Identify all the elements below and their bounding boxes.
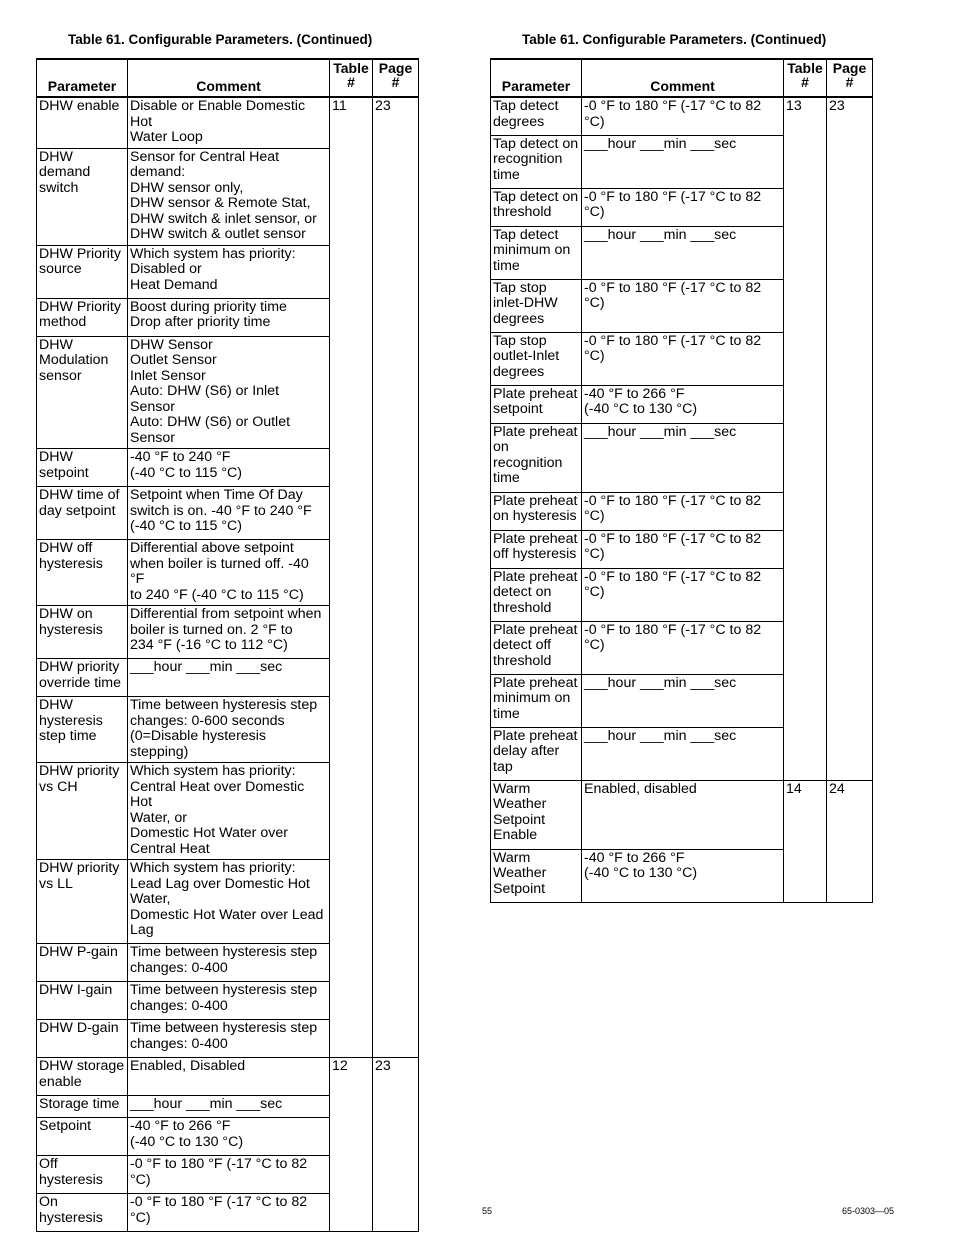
page-number-cell: 23 xyxy=(373,1058,419,1232)
header-parameter: Parameter xyxy=(491,59,582,97)
parameter-cell: Plate preheat delay after tap xyxy=(491,727,582,780)
table-row xyxy=(37,97,419,148)
header-parameter: Parameter xyxy=(37,59,128,97)
parameter-cell: DHW off hysteresis xyxy=(37,540,128,606)
parameter-cell: DHW Priority method xyxy=(37,298,128,336)
comment-cell: -40 °F to 266 °F (-40 °C to 130 °C) xyxy=(582,849,784,902)
comment-cell: Which system has priority: Central Heat over Domestic Hot Water, or Domestic Hot Water over Central Heat xyxy=(128,763,330,860)
parameter-cell: Tap detect minimum on time xyxy=(491,226,582,279)
parameter-cell: Tap detect on threshold xyxy=(491,188,582,226)
comment-cell: Sensor for Central Heat demand: DHW sensor only, DHW sensor & Remote Stat, DHW switch & inlet sensor, or DHW switch & outlet sensor xyxy=(128,148,330,245)
table-row xyxy=(37,1058,419,1096)
parameter-cell: DHW demand switch xyxy=(37,148,128,245)
table-number-cell: 11 xyxy=(330,97,373,1058)
comment-cell: Time between hysteresis step changes: 0-400 xyxy=(128,982,330,1020)
page-number-cell: 23 xyxy=(373,97,419,1058)
comment-cell: -0 °F to 180 °F (-17 °C to 82 °C) xyxy=(582,568,784,621)
parameter-cell: Tap stop inlet-DHW degrees xyxy=(491,279,582,332)
comment-cell: ___hour ___min ___sec xyxy=(128,659,330,697)
parameter-cell: Storage time xyxy=(37,1096,128,1118)
parameter-cell: Off hysteresis xyxy=(37,1156,128,1194)
table-number-cell: 12 xyxy=(330,1058,373,1232)
parameter-cell: DHW P-gain xyxy=(37,944,128,982)
document-number: 65-0303—05 xyxy=(842,1206,895,1216)
left-parameter-table xyxy=(36,58,419,1232)
parameter-cell: Plate preheat minimum on time xyxy=(491,674,582,727)
header-table-number: Table # xyxy=(330,59,373,97)
parameter-cell: DHW setpoint xyxy=(37,449,128,487)
parameter-cell: DHW time of day setpoint xyxy=(37,487,128,540)
parameter-cell: DHW on hysteresis xyxy=(37,606,128,659)
comment-cell: -0 °F to 180 °F (-17 °C to 82 °C) xyxy=(582,188,784,226)
parameter-cell: DHW priority vs LL xyxy=(37,860,128,944)
header-page-number: Page # xyxy=(373,59,419,97)
table-row xyxy=(491,97,873,135)
parameter-cell: Tap detect degrees xyxy=(491,97,582,135)
parameter-cell: Plate preheat detect off threshold xyxy=(491,621,582,674)
comment-cell: -40 °F to 266 °F (-40 °C to 130 °C) xyxy=(582,385,784,423)
comment-cell: -0 °F to 180 °F (-17 °C to 82 °C) xyxy=(582,97,784,135)
right-parameter-table xyxy=(490,58,873,903)
comment-cell: DHW Sensor Outlet Sensor Inlet Sensor Auto: DHW (S6) or Inlet Sensor Auto: DHW (S6) or Outlet Sensor xyxy=(128,336,330,449)
comment-cell: ___hour ___min ___sec xyxy=(582,226,784,279)
comment-cell: -0 °F to 180 °F (-17 °C to 82 °C) xyxy=(582,621,784,674)
comment-cell: -0 °F to 180 °F (-17 °C to 82 °C) xyxy=(582,332,784,385)
table-number-cell: 14 xyxy=(784,780,827,902)
comment-cell: -40 °F to 240 °F (-40 °C to 115 °C) xyxy=(128,449,330,487)
comment-cell: ___hour ___min ___sec xyxy=(582,135,784,188)
parameter-cell: Setpoint xyxy=(37,1118,128,1156)
right-table-title: Table 61. Configurable Parameters. (Continued) xyxy=(522,32,827,47)
page-number-cell: 24 xyxy=(827,780,873,902)
table-row xyxy=(491,780,873,849)
parameter-cell: DHW priority override time xyxy=(37,659,128,697)
parameter-cell: DHW priority vs CH xyxy=(37,763,128,860)
parameter-cell: DHW hysteresis step time xyxy=(37,697,128,763)
parameter-cell: Tap detect on recognition time xyxy=(491,135,582,188)
parameter-cell: Warm Weather Setpoint Enable xyxy=(491,780,582,849)
parameter-cell: Plate preheat on hysteresis xyxy=(491,492,582,530)
comment-cell: ___hour ___min ___sec xyxy=(128,1096,330,1118)
comment-cell: Boost during priority time Drop after priority time xyxy=(128,298,330,336)
comment-cell: Setpoint when Time Of Day switch is on. -40 °F to 240 °F (-40 °C to 115 °C) xyxy=(128,487,330,540)
parameter-cell: DHW storage enable xyxy=(37,1058,128,1096)
header-row xyxy=(37,59,419,97)
page-number-cell: 23 xyxy=(827,97,873,780)
parameter-cell: Plate preheat detect on threshold xyxy=(491,568,582,621)
header-page-number: Page # xyxy=(827,59,873,97)
left-table-title: Table 61. Configurable Parameters. (Continued) xyxy=(68,32,373,47)
parameter-cell: On hysteresis xyxy=(37,1194,128,1232)
comment-cell: Differential above setpoint when boiler is turned off. -40 °F to 240 °F (-40 °C to 115 °C) xyxy=(128,540,330,606)
comment-cell: Time between hysteresis step changes: 0-600 seconds (0=Disable hysteresis stepping) xyxy=(128,697,330,763)
comment-cell: Enabled, Disabled xyxy=(128,1058,330,1096)
parameter-cell: Plate preheat off hysteresis xyxy=(491,530,582,568)
comment-cell: ___hour ___min ___sec xyxy=(582,423,784,492)
comment-cell: ___hour ___min ___sec xyxy=(582,727,784,780)
parameter-cell: DHW I-gain xyxy=(37,982,128,1020)
parameter-cell: Plate preheat on recognition time xyxy=(491,423,582,492)
header-comment: Comment xyxy=(128,59,330,97)
comment-cell: -40 °F to 266 °F (-40 °C to 130 °C) xyxy=(128,1118,330,1156)
comment-cell: -0 °F to 180 °F (-17 °C to 82 °C) xyxy=(582,530,784,568)
parameter-cell: Tap stop outlet-Inlet degrees xyxy=(491,332,582,385)
parameter-cell: DHW Modulation sensor xyxy=(37,336,128,449)
comment-cell: Time between hysteresis step changes: 0-400 xyxy=(128,944,330,982)
header-table-number: Table # xyxy=(784,59,827,97)
comment-cell: -0 °F to 180 °F (-17 °C to 82 °C) xyxy=(128,1156,330,1194)
page-number: 55 xyxy=(482,1206,493,1216)
comment-cell: -0 °F to 180 °F (-17 °C to 82 °C) xyxy=(582,492,784,530)
table-number-cell: 13 xyxy=(784,97,827,780)
comment-cell: Which system has priority: Lead Lag over Domestic Hot Water, Domestic Hot Water over Lead Lag xyxy=(128,860,330,944)
comment-cell: Which system has priority: Disabled or Heat Demand xyxy=(128,245,330,298)
comment-cell: -0 °F to 180 °F (-17 °C to 82 °C) xyxy=(582,279,784,332)
parameter-cell: DHW D-gain xyxy=(37,1020,128,1058)
comment-cell: -0 °F to 180 °F (-17 °C to 82 °C) xyxy=(128,1194,330,1232)
comment-cell: Disable or Enable Domestic Hot Water Loop xyxy=(128,97,330,148)
parameter-cell: Plate preheat setpoint xyxy=(491,385,582,423)
header-comment: Comment xyxy=(582,59,784,97)
header-row xyxy=(491,59,873,97)
comment-cell: Time between hysteresis step changes: 0-400 xyxy=(128,1020,330,1058)
parameter-cell: DHW enable xyxy=(37,97,128,148)
comment-cell: Enabled, disabled xyxy=(582,780,784,849)
parameter-cell: Warm Weather Setpoint xyxy=(491,849,582,902)
comment-cell: ___hour ___min ___sec xyxy=(582,674,784,727)
parameter-cell: DHW Priority source xyxy=(37,245,128,298)
comment-cell: Differential from setpoint when boiler is turned on. 2 °F to 234 °F (-16 °C to 112 °C) xyxy=(128,606,330,659)
